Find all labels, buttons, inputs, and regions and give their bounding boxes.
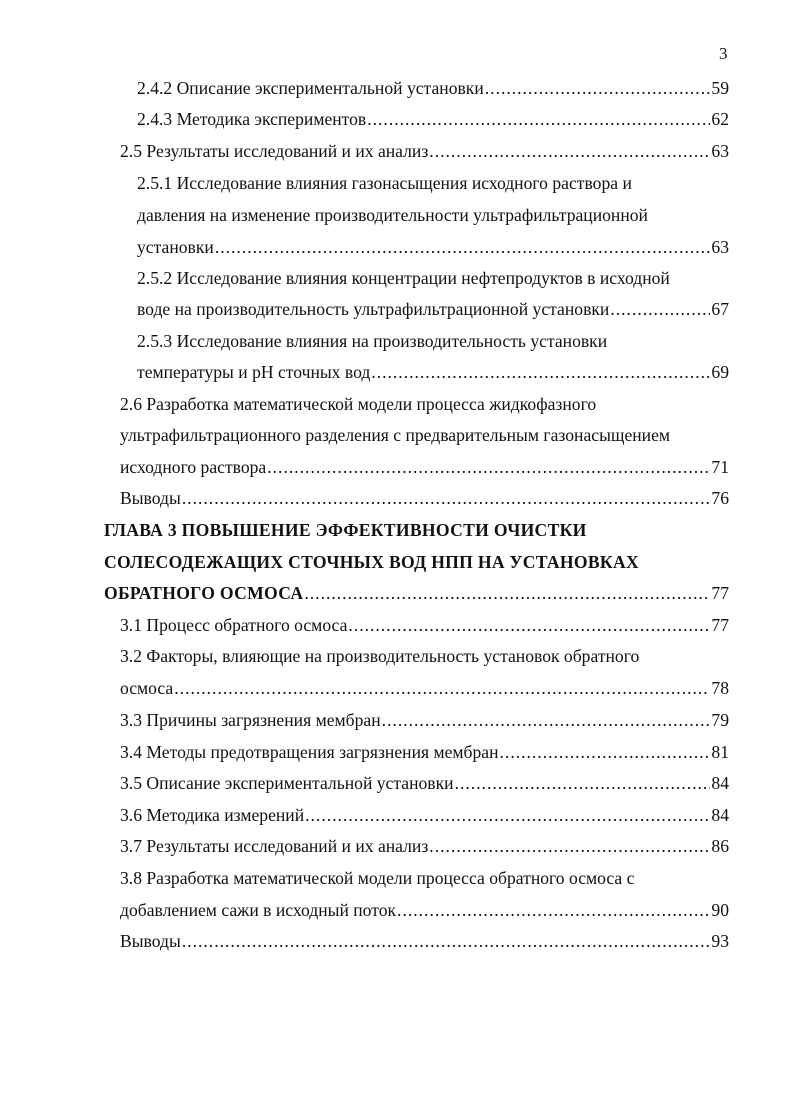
- toc-entry-title: исходного раствора: [120, 457, 267, 477]
- toc-entry-title: 2.5 Результаты исследований и их анализ: [120, 141, 429, 161]
- toc-entry-3-1[interactable]: [120, 613, 729, 637]
- toc-page-number: 63: [711, 237, 729, 257]
- toc-entry-2-6-line2: ультрафильтрационного разделения с предварительным газонасыщением: [120, 425, 671, 445]
- toc-entry-3-2-line1: 3.2 Факторы, влияющие на производительность установок обратного: [120, 646, 640, 666]
- toc-entry-conclusions-ch3[interactable]: [120, 929, 729, 953]
- toc-entry-3-3[interactable]: [120, 708, 729, 732]
- toc-entry-conclusions-ch2[interactable]: [120, 486, 729, 510]
- dot-leader: [305, 803, 710, 827]
- dot-leader: [485, 76, 711, 100]
- dot-leader: [371, 360, 710, 384]
- toc-entry-title: ОБРАТНОГО ОСМОСА: [104, 583, 304, 603]
- toc-entry-2-5-1-line2: давления на изменение производительности ультрафильтрационной: [137, 205, 648, 225]
- toc-page-number: 71: [711, 457, 729, 477]
- toc-entry-title: Выводы: [120, 931, 181, 951]
- toc-entry-2-6-line1: 2.6 Разработка математической модели процесса жидкофазного: [120, 394, 597, 414]
- toc-page-number: 76: [711, 488, 729, 508]
- dot-leader: [348, 613, 710, 637]
- toc-entry-title: добавлением сажи в исходный поток: [120, 900, 397, 920]
- toc-entry-title: 3.3 Причины загрязнения мембран: [120, 710, 381, 730]
- dot-leader: [429, 139, 710, 163]
- dot-leader: [367, 107, 710, 131]
- dot-leader: [382, 708, 711, 732]
- toc-page-number: 77: [711, 583, 729, 603]
- toc-page-number: 77: [711, 615, 729, 635]
- dot-leader: [397, 898, 710, 922]
- toc-chapter-3[interactable]: [104, 581, 729, 605]
- toc-entry-3-8[interactable]: [120, 898, 729, 922]
- page-number: 3: [719, 44, 728, 63]
- toc-page-number: 63: [711, 141, 729, 161]
- toc-entry-3-5[interactable]: [120, 771, 729, 795]
- dot-leader: [215, 235, 711, 259]
- toc-entry-2-5-2[interactable]: [137, 297, 729, 321]
- toc-entry-3-7[interactable]: [120, 834, 729, 858]
- toc-page-number: 84: [711, 805, 729, 825]
- toc-entry-3-4[interactable]: [120, 740, 729, 764]
- toc-chapter-3-line1: ГЛАВА 3 ПОВЫШЕНИЕ ЭФФЕКТИВНОСТИ ОЧИСТКИ: [104, 520, 587, 540]
- toc-entry-title: Выводы: [120, 488, 181, 508]
- toc-entry-3-6[interactable]: [120, 803, 729, 827]
- toc-entry-3-2[interactable]: [120, 676, 729, 700]
- toc-entry-title: установки: [137, 237, 214, 257]
- toc-page-number: 93: [711, 931, 729, 951]
- toc-entry-2-5-2-line1: 2.5.2 Исследование влияния концентрации нефтепродуктов в исходной: [137, 268, 670, 288]
- toc-entry-title: осмоса: [120, 678, 174, 698]
- toc-page-number: 86: [711, 836, 729, 856]
- toc-entry-2-6[interactable]: [120, 455, 729, 479]
- dot-leader: [182, 486, 711, 510]
- toc-entry-title: 3.5 Описание экспериментальной установки: [120, 773, 454, 793]
- toc-chapter-3-line2: СОЛЕСОДЕЖАЩИХ СТОЧНЫХ ВОД НПП НА УСТАНОВКАХ: [104, 552, 639, 572]
- dot-leader: [267, 455, 710, 479]
- toc-page-number: 90: [711, 900, 729, 920]
- toc-page-number: 79: [711, 710, 729, 730]
- toc-entry-title: 3.1 Процесс обратного осмоса: [120, 615, 348, 635]
- toc-page-number: 81: [711, 742, 729, 762]
- toc-entry-3-8-line1: 3.8 Разработка математической модели процесса обратного осмоса с: [120, 868, 635, 888]
- toc-entry-2-4-2[interactable]: [137, 76, 729, 100]
- dot-leader: [500, 740, 711, 764]
- dot-leader: [455, 771, 711, 795]
- toc-entry-title: 3.6 Методика измерений: [120, 805, 305, 825]
- toc-page-number: 59: [711, 78, 729, 98]
- dot-leader: [174, 676, 710, 700]
- dot-leader: [304, 581, 710, 605]
- toc-page-number: 67: [711, 299, 729, 319]
- toc-page-number: 69: [711, 362, 729, 382]
- toc-entry-title: воде на производительность ультрафильтрационной установки: [137, 299, 610, 319]
- toc-entry-2-5-3-line1: 2.5.3 Исследование влияния на производительность установки: [137, 331, 608, 351]
- dot-leader: [610, 297, 710, 321]
- toc-entry-title: 3.7 Результаты исследований и их анализ: [120, 836, 429, 856]
- toc-page-number: 84: [711, 773, 729, 793]
- dot-leader: [182, 929, 711, 953]
- toc-entry-title: температуры и pH сточных вод: [137, 362, 371, 382]
- dot-leader: [429, 834, 710, 858]
- toc-entry-2-5[interactable]: [120, 139, 729, 163]
- toc-entry-2-5-1-line1: 2.5.1 Исследование влияния газонасыщения исходного раствора и: [137, 173, 632, 193]
- toc-entry-title: 2.4.2 Описание экспериментальной установки: [137, 78, 484, 98]
- toc-entry-2-5-1[interactable]: [137, 235, 729, 259]
- toc-entry-title: 2.4.3 Методика экспериментов: [137, 109, 367, 129]
- toc-page-number: 62: [711, 109, 729, 129]
- toc-entry-title: 3.4 Методы предотвращения загрязнения мембран: [120, 742, 499, 762]
- toc-page-number: 78: [711, 678, 729, 698]
- toc-entry-2-4-3[interactable]: [137, 107, 729, 131]
- toc-entry-2-5-3[interactable]: [137, 360, 729, 384]
